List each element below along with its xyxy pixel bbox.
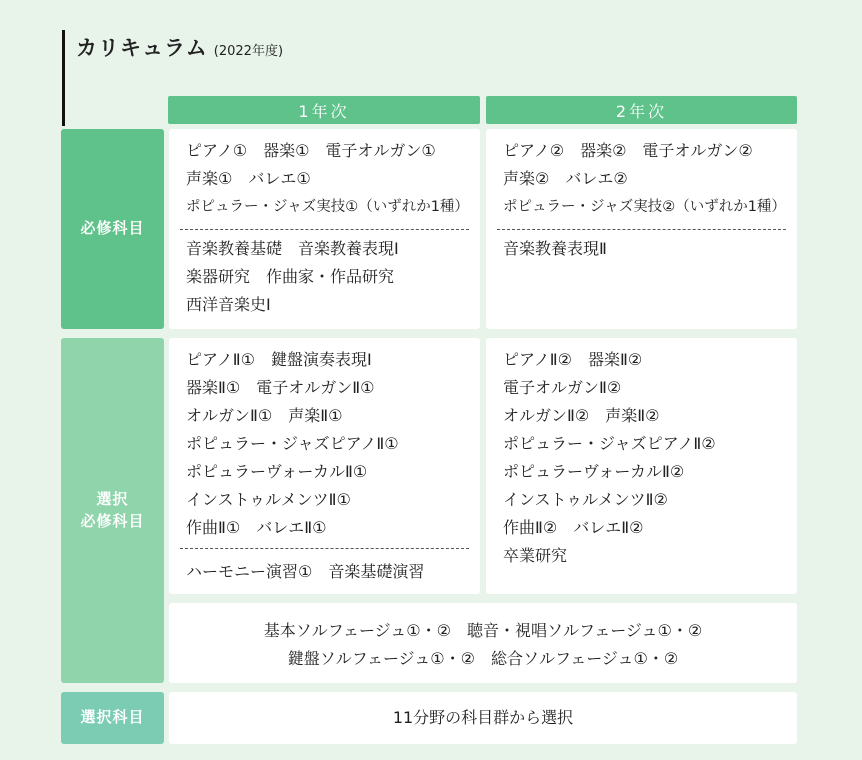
required-year1-box — [169, 129, 480, 329]
selective-required-year1-box — [169, 338, 480, 594]
course-line: 器楽Ⅱ① 電子オルガンⅡ① — [186, 378, 375, 397]
column-header-year2: 2年次 — [486, 96, 797, 124]
category-line: 選択 — [96, 489, 129, 508]
selective-required-year2-box — [486, 338, 797, 594]
course-line: 楽器研究 作曲家・作品研究 — [186, 267, 395, 286]
course-line: 作曲Ⅱ① バレエⅡ① — [186, 518, 327, 537]
solfege-box — [169, 603, 797, 683]
course-line: 音楽教養表現Ⅱ — [503, 239, 607, 258]
course-line: 音楽教養基礎 音楽教養表現Ⅰ — [186, 239, 399, 258]
category-selective-required-label — [80, 489, 144, 533]
category-elective — [61, 692, 164, 744]
course-line: 西洋音楽史Ⅰ — [186, 295, 271, 314]
course-line: インストゥルメンツⅡ② — [503, 490, 668, 509]
category-required — [61, 129, 164, 329]
category-selective-required — [61, 338, 164, 683]
course-line: 声楽① バレエ① — [186, 169, 311, 188]
dashed-divider — [180, 548, 469, 549]
title-text: カリキュラム — [76, 36, 208, 60]
course-line: ポピュラー・ジャズピアノⅡ① — [186, 434, 399, 453]
elective-text: 11分野の科目群から選択 — [392, 708, 574, 727]
course-line: ピアノⅡ② 器楽Ⅱ② — [503, 350, 643, 369]
course-line: ピアノ② 器楽② 電子オルガン② — [503, 141, 753, 160]
course-line: ポピュラーヴォーカルⅡ② — [503, 462, 685, 481]
category-elective-label: 選択科目 — [80, 708, 145, 727]
elective-box — [169, 692, 797, 744]
dashed-divider — [180, 229, 469, 230]
column-header-year1: 1年次 — [168, 96, 480, 124]
course-line: ピアノⅡ① 鍵盤演奏表現Ⅰ — [186, 350, 372, 369]
category-line: 必修科目 — [80, 511, 145, 530]
page-title — [76, 32, 283, 62]
course-line: 鍵盤ソルフェージュ①・② 総合ソルフェージュ①・② — [287, 649, 679, 668]
category-required-label: 必修科目 — [80, 219, 145, 238]
course-line: ポピュラーヴォーカルⅡ① — [186, 462, 368, 481]
course-line: オルガンⅡ① 声楽Ⅱ① — [186, 406, 343, 425]
course-line: ポピュラー・ジャズピアノⅡ② — [503, 434, 716, 453]
course-line: 卒業研究 — [503, 546, 568, 565]
course-line: 声楽② バレエ② — [503, 169, 628, 188]
course-line: 電子オルガンⅡ② — [503, 378, 622, 397]
course-line: インストゥルメンツⅡ① — [186, 490, 351, 509]
course-line: オルガンⅡ② 声楽Ⅱ② — [503, 406, 660, 425]
course-line: 作曲Ⅱ② バレエⅡ② — [503, 518, 644, 537]
required-year2-box — [486, 129, 797, 329]
title-accent-bar — [62, 30, 65, 126]
dashed-divider — [497, 229, 786, 230]
title-year: (2022年度) — [213, 44, 284, 59]
course-line: ピアノ① 器楽① 電子オルガン① — [186, 141, 436, 160]
course-line: ポピュラー・ジャズ実技①（いずれか1種） — [186, 199, 469, 215]
course-line: ハーモニー演習① 音楽基礎演習 — [186, 562, 425, 581]
course-line: 基本ソルフェージュ①・② 聴音・視唱ソルフェージュ①・② — [263, 621, 703, 640]
course-line: ポピュラー・ジャズ実技②（いずれか1種） — [503, 199, 786, 215]
